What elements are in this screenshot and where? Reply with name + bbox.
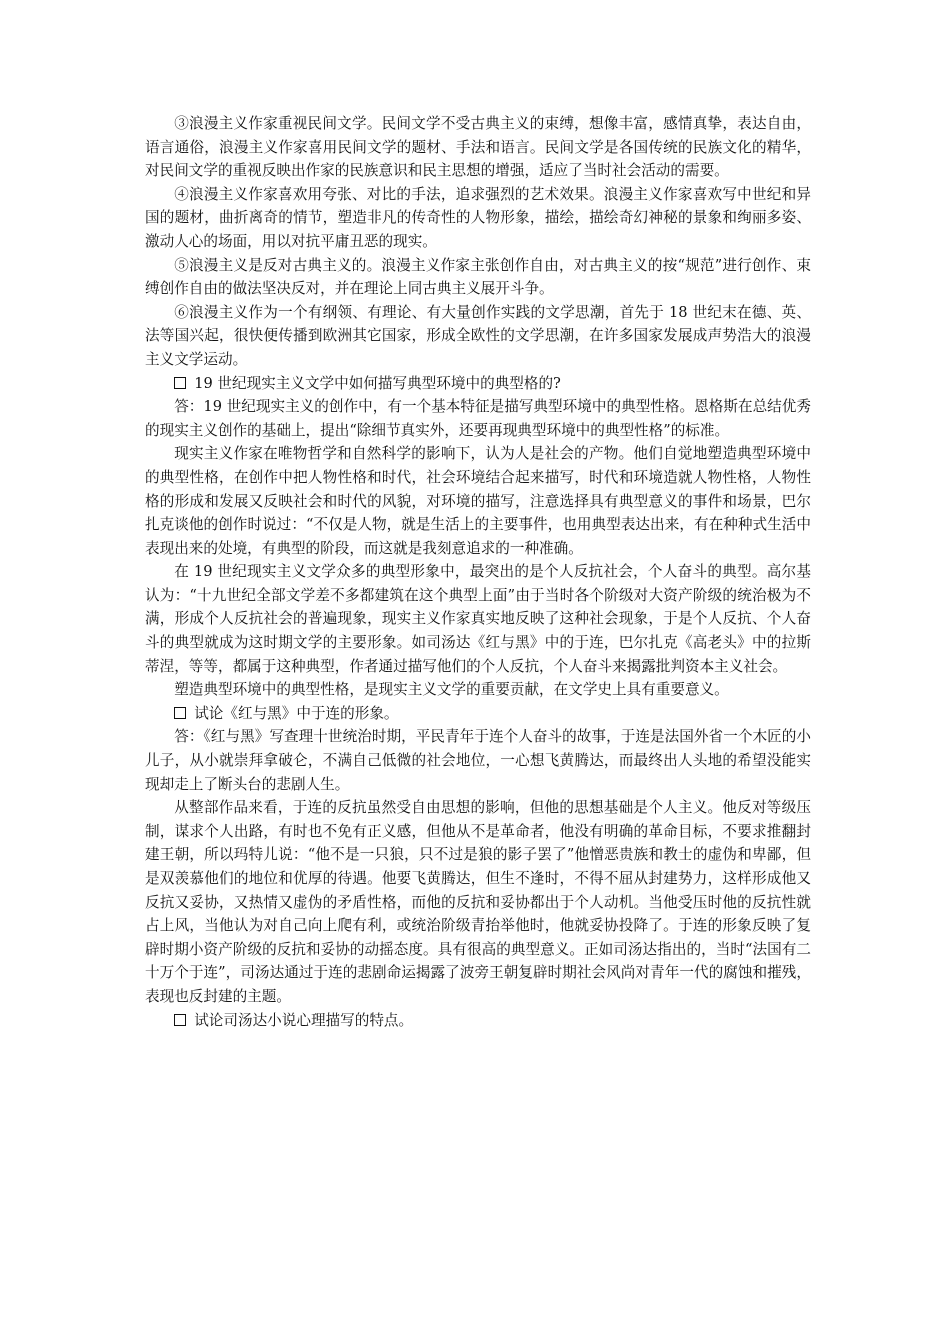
answer-1-paragraph-1: 答：19 世纪现实主义的创作中，有一个基本特征是描写典型环境中的典型性格。恩格斯在总结优秀的现实主义创作的基础上，提出“除细节真实外，还要再现典型环境中的典型性格”的标准。	[145, 398, 811, 439]
answer-2-paragraph-1: 答：《红与黑》写查理十世统治时期，平民青年于连个人奋斗的故事，于连是法国外省一个木匠的小儿子，从小就崇拜拿破仑，不满自己低微的社会地位，一心想飞黄腾达，而最终出人头地的希望没能实现却走上了断头台的悲剧人生。	[145, 728, 811, 793]
question-2-text: 试论《红与黑》中于连的形象。	[194, 704, 399, 722]
question-3	[145, 1009, 811, 1033]
question-2	[145, 702, 811, 726]
paragraph-romanticism-4: ④浪漫主义作家喜欢用夸张、对比的手法，追求强烈的艺术效果。浪漫主义作家喜欢写中世纪和异国的题材，曲折离奇的情节，塑造非凡的传奇性的人物形象，描绘，描绘奇幻神秘的景象和绚丽多姿、激动人心的场面，用以对抗平庸丑恶的现实。	[145, 185, 811, 250]
paragraph-romanticism-3: ③浪漫主义作家重视民间文学。民间文学不受古典主义的束缚，想像丰富，感情真挚，表达自由，语言通俗，浪漫主义作家喜用民间文学的题材、手法和语言。民间文学是各国传统的民族文化的精华，对民间文学的重视反映出作家的民族意识和民主思想的增强，适应了当时社会活动的需要。	[145, 115, 811, 180]
answer-1-paragraph-3: 在 19 世纪现实主义文学众多的典型形象中，最突出的是个人反抗社会，个人奋斗的典型。高尔基认为：“十九世纪全部文学差不多都建筑在这个典型上面”由于当时各个阶级对大资产阶级的统治极为不满，形成个人反抗社会的普遍现象，现实主义作家真实地反映了这种社会现象，于是个人反抗、个人奋斗的典型就成为这时期文学的主要形象。如司汤达《红与黑》中的于连，巴尔扎克《高老头》中的拉斯蒂涅，等等，都属于这种典型，作者通过描写他们的个人反抗，个人奋斗来揭露批判资本主义社会。	[145, 563, 811, 675]
question-1	[145, 372, 811, 396]
question-3-text: 试论司汤达小说心理描写的特点。	[194, 1011, 414, 1029]
answer-1-paragraph-2: 现实主义作家在唯物哲学和自然科学的影响下，认为人是社会的产物。他们自觉地塑造典型环境中的典型性格，在创作中把人物性格和时代，社会环境结合起来描写，时代和环境造就人物性格，人物性格的形成和发展又反映社会和时代的风貌，对环境的描写，注意选择具有典型意义的事件和场景，巴尔扎克谈他的创作时说过：“不仅是人物，就是生活上的主要事件，也用典型表达出来，有在种种式生活中表现出来的处境，有典型的阶段，而这就是我刻意追求的一种准确。	[145, 445, 811, 557]
answer-1-paragraph-4: 塑造典型环境中的典型性格，是现实主义文学的重要贡献，在文学史上具有重要意义。	[174, 681, 729, 699]
question-1-text: 19 世纪现实主义文学中如何描写典型环境中的典型格的?	[194, 374, 561, 392]
document-page	[145, 112, 811, 1032]
checkbox-icon	[174, 707, 186, 719]
answer-2-paragraph-2: 从整部作品来看，于连的反抗虽然受自由思想的影响，但他的思想基础是个人主义。他反对等级压制，谋求个人出路，有时也不免有正义感，但他从不是革命者，他没有明确的革命目标，不要求推翻封建王朝，所以玛特儿说：“他不是一只狼，只不过是狼的影子罢了”他憎恶贵族和教士的虚伪和卑鄙，但是双羡慕他们的地位和优厚的待遇。他要飞黄腾达，但生不逢时，不得不屈从封建势力，这样形成他又反抗又妥协，又热情又虚伪的矛盾性格，而他的反抗和妥协都出于个人动机。当他受压时他的反抗性就占上风，当他认为对自己向上爬有利，或统治阶级青抬举他时，他就妥协投降了。于连的形象反映了复辟时期小资产阶级的反抗和妥协的动摇态度。具有很高的典型意义。正如司汤达指出的，当时“法国有二十万个于连”，司汤达通过于连的悲剧命运揭露了波旁王朝复辟时期社会风尚对青年一代的腐蚀和摧残，表现也反封建的主题。	[145, 799, 811, 1005]
paragraph-romanticism-6: ⑥浪漫主义作为一个有纲领、有理论、有大量创作实践的文学思潮，首先于 18 世纪末在德、英、法等国兴起，很快便传播到欧洲其它国家，形成全欧性的文学思潮，在许多国家发展成声势浩大的浪漫主义文学运动。	[145, 303, 811, 368]
checkbox-icon	[174, 377, 186, 389]
checkbox-icon	[174, 1014, 186, 1026]
paragraph-romanticism-5: ⑤浪漫主义是反对古典主义的。浪漫主义作家主张创作自由，对古典主义的按“规范”进行创作、束缚创作自由的做法坚决反对，并在理论上同古典主义展开斗争。	[145, 256, 811, 298]
